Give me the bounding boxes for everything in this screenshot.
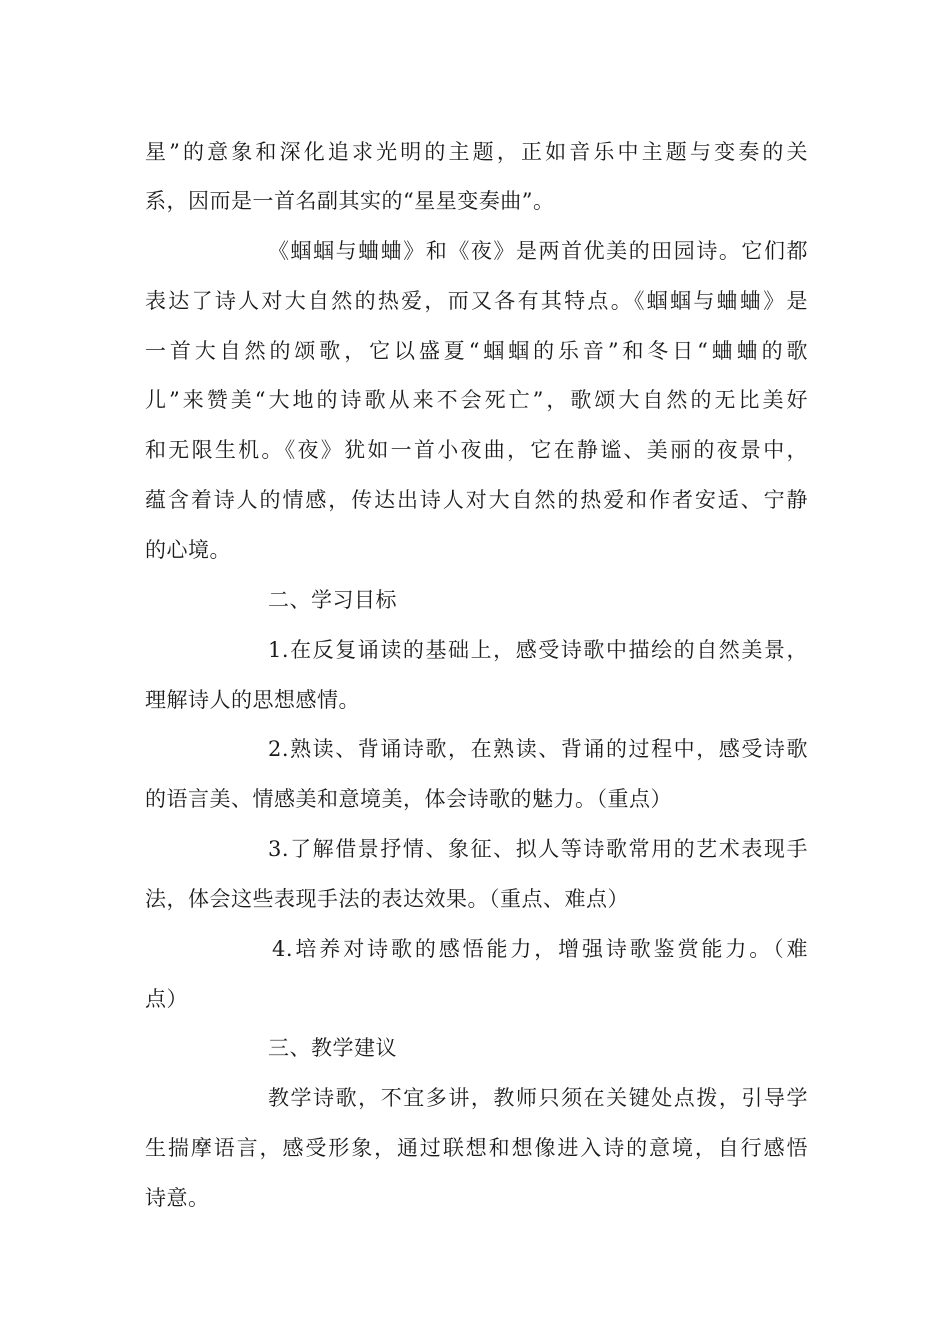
paragraph-line: 表达了诗人对大自然的热爱，而又各有其特点。《蝈蝈与蛐蛐》是 bbox=[145, 289, 808, 313]
paragraph-line: 的心境。 bbox=[145, 538, 231, 562]
list-item-line: 理解诗人的思想感情。 bbox=[145, 688, 360, 712]
paragraph-line: 星”的意象和深化追求光明的主题，正如音乐中主题与变奏的关 bbox=[145, 140, 808, 164]
list-item-line: 4.培养对诗歌的感悟能力，增强诗歌鉴赏能力。（难 bbox=[272, 937, 808, 961]
list-item-line: 1.在反复诵读的基础上，感受诗歌中描绘的自然美景， bbox=[268, 638, 808, 662]
paragraph-line: 教学诗歌，不宜多讲，教师只须在关键处点拨，引导学 bbox=[268, 1086, 808, 1110]
paragraph-line: 和无限生机。《夜》犹如一首小夜曲，它在静谧、美丽的夜景中， bbox=[145, 438, 808, 462]
paragraph-line: 一首大自然的颂歌，它以盛夏“蝈蝈的乐音”和冬日“蛐蛐的歌 bbox=[145, 339, 808, 363]
list-item-line: 3.了解借景抒情、象征、拟人等诗歌常用的艺术表现手 bbox=[268, 837, 808, 861]
list-item-line: 法，体会这些表现手法的表达效果。（重点、难点） bbox=[145, 887, 629, 911]
list-item-line: 2.熟读、背诵诗歌，在熟读、背诵的过程中，感受诗歌 bbox=[268, 737, 808, 761]
paragraph-line: 生揣摩语言，感受形象，通过联想和想像进入诗的意境，自行感悟 bbox=[145, 1136, 808, 1160]
list-item-line: 点） bbox=[145, 987, 188, 1011]
paragraph-line: 诗意。 bbox=[145, 1186, 210, 1210]
paragraph-line: 儿”来赞美“大地的诗歌从来不会死亡”，歌颂大自然的无比美好 bbox=[145, 388, 808, 412]
list-item-line: 的语言美、情感美和意境美，体会诗歌的魅力。（重点） bbox=[145, 787, 672, 811]
section-heading: 三、教学建议 bbox=[268, 1036, 397, 1060]
section-heading: 二、学习目标 bbox=[268, 588, 397, 612]
paragraph-line: 《蝈蝈与蛐蛐》和《夜》是两首优美的田园诗。它们都 bbox=[268, 239, 808, 263]
paragraph-line: 系，因而是一首名副其实的“星星变奏曲”。 bbox=[145, 189, 555, 213]
paragraph-line: 蕴含着诗人的情感，传达出诗人对大自然的热爱和作者安适、宁静 bbox=[145, 488, 808, 512]
